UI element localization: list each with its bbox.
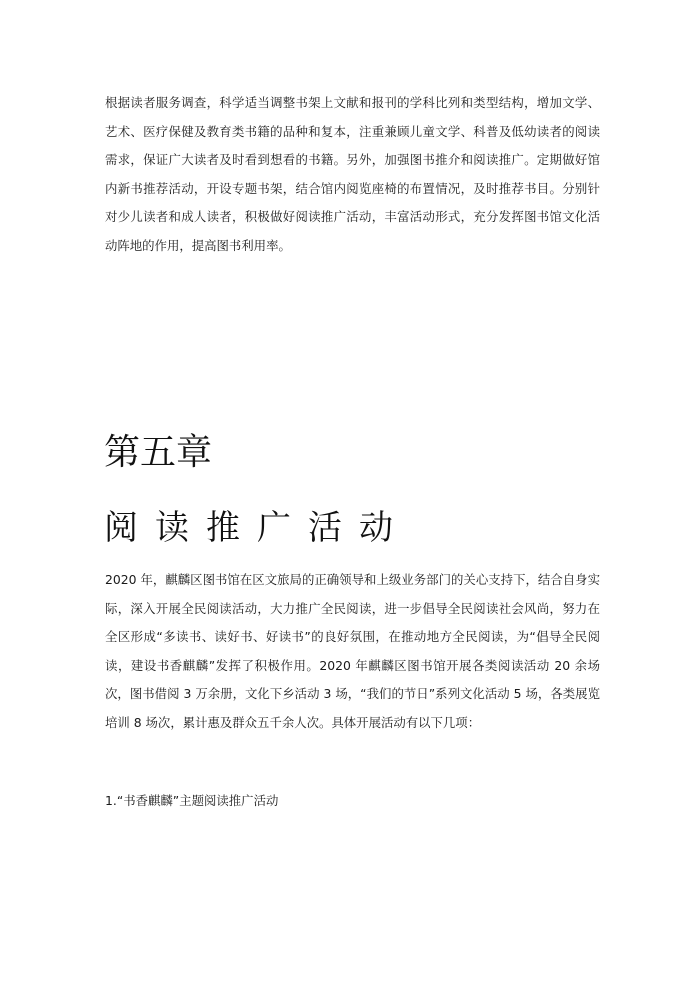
body-paragraph: 2020 年，麒麟区图书馆在区文旅局的正确领导和上级业务部门的关心支持下，结合自身实际，深入开展全民阅读活动，大力推广全民阅读，进一步倡导全民阅读社会风尚，努力在全区形成“多读书、读好书、好读书”的良好氛围，在推动地方全民阅读，为“倡导全民阅读，建设书香麒麟”发挥了积极作用。2020 年麒麟区图书馆开展各类阅读活动 20 余场次，图书借阅 3 万余册，文化下乡活动 3 场，“我们的节日”系列文化活动 5 场，各类展览培训 8 场次，累计惠及群众五千余人次。具体开展活动有以下几项： [105,572,600,730]
chapter-number: 第五章 [104,432,213,473]
list-item-1: 1.“书香麒麟”主题阅读推广活动 [105,793,279,808]
chapter-title: 阅读推广活动 [104,508,410,548]
intro-paragraph: 根据读者服务调查，科学适当调整书架上文献和报刊的学科比列和类型结构，增加文学、艺术、医疗保健及教育类书籍的品种和复本，注重兼顾儿童文学、科普及低幼读者的阅读需求，保证广大读者及时看到想看的书籍。另外，加强图书推介和阅读推广。定期做好馆内新书推荐活动，开设专题书架，结合馆内阅览座椅的布置情况，及时推荐书目。分别针对少儿读者和成人读者，积极做好阅读推广活动，丰富活动形式，充分发挥图书馆文化活动阵地的作用，提高图书利用率。 [105,95,600,253]
